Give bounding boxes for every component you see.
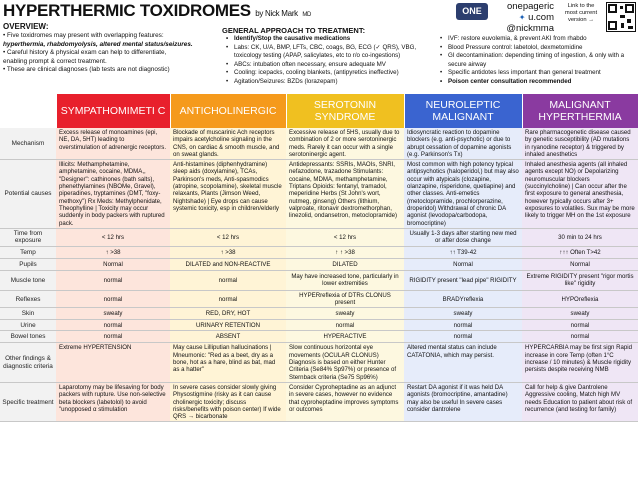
- table-cell: normal: [56, 331, 170, 343]
- table-cell: In severe cases consider slowly giving Physostigmine (risky as it can cause cholinergic toxicity; discuss risks/benefits with poison center) If wide QRS → bicarbonate: [170, 382, 286, 421]
- row-label: Reflexes: [0, 290, 56, 308]
- table-cell: Extreme HYPERTENSION: [56, 343, 170, 382]
- link-note-line: most current: [564, 10, 598, 16]
- table-cell: ↑↑↑ Often T>42: [522, 246, 638, 258]
- table-cell: normal: [56, 290, 170, 308]
- table-row: [0, 128, 638, 160]
- overview-line: hyperthermia, rhabdomyolysis, altered mental status/seizures.: [3, 40, 193, 48]
- row-label: Specific treatment: [0, 382, 56, 421]
- site-line[interactable]: onepageric: [506, 1, 554, 12]
- table-cell: URINARY RETENTION: [170, 320, 286, 331]
- table-cell: Slow continuous horizontal eye movements (OCULAR CLONUS) Diagnosis is based on either Hunter Criteria (Se84% Sp97%) or presence of Sternback criteria (Se75 Sp96%): [286, 343, 404, 382]
- table-header-row: [0, 94, 638, 128]
- table-cell: Idiosyncratic reaction to dopamine blockers (e.g. anti-psychotic) or due to abrupt cessation of dopamine agonists (e.g. Parkinson's Tx): [404, 128, 522, 160]
- page-title: HYPERTHERMIC TOXIDROMES by Nick Mark MD: [3, 1, 312, 20]
- table-cell: Restart DA agonist if it was held DA agonists (bromocriptine, amantadine) may also be useful In severe cases consider dantrolene: [404, 382, 522, 421]
- table-cell: Blockade of muscarinic Ach receptors impairs acetylcholine signaling in the CNS, on cardiac & smooth muscle, and on sweat glands.: [170, 128, 286, 160]
- approach-heading: GENERAL APPROACH TO TREATMENT:: [222, 26, 366, 35]
- table-cell: May cause Lilliputian hallucinations | Mneumonic: "Red as a beet, dry as a bone, hot as a hare, blind as bat, mad as a hatter": [170, 343, 286, 382]
- table-cell: ↑ >38: [170, 246, 286, 258]
- table-cell: Inhaled anesthesia agents (all inhaled agents except NO) or Depolarizing neuromuscular blockers (succinylcholine) | Can occur after the first exposure to general anesthesia, however typically occurs after 3+ exposures to volatiles. Sux may be more likely to trigger MH on the 1st exposure: [522, 160, 638, 229]
- approach-item: • Poison center consultation recommended: [440, 78, 636, 87]
- header-blank: [0, 94, 56, 128]
- table-cell: Call for help & give Dantrolene Aggressive cooling, Match high MV needs Education to patient about risk of recurrence (and testing for family): [522, 382, 638, 421]
- table-cell: Illicits: Methamphetamine, amphetamine, cocaine, MDMA,, "Designer": cathinones (bath salts), phenethylamines (NBOMe, Gravel), piperadines, tryptamines (DMT, "foxy-methoxy") Rx Meds: Methylphenidate, Theophylline | Toxicity may occur suddenly in body packers with ruptured pack.: [56, 160, 170, 229]
- overview-line: • Five toxidromes may present with overlapping features:: [3, 32, 164, 39]
- site-line[interactable]: @nickmma: [506, 23, 554, 34]
- table-cell: Normal: [404, 258, 522, 270]
- table-cell: < 12 hrs: [56, 228, 170, 246]
- approach-item: • ABCs: intubation often necessary, ensure adequate MV: [226, 61, 436, 70]
- row-label: Bowel tones: [0, 331, 56, 343]
- column-header: ANTICHOLINERGIC: [170, 94, 286, 128]
- table-cell: Anti-histamines (diphenhydramine) sleep aids (doxylamine), TCAs, Parkinson's meds, Anti-spasmodics (atropine, scopolamine), skeletal muscle relaxants, Plants (Jimson Weed, Nightshade) | Eye drops can cause systemic toxicity, esp in children/elderly: [170, 160, 286, 229]
- row-label: Mechanism: [0, 128, 56, 160]
- table-cell: sweaty: [286, 308, 404, 320]
- table-cell: Extreme RIGIDITY present "rigor mortis like" rigidity: [522, 270, 638, 290]
- row-label: Urine: [0, 320, 56, 331]
- table-cell: normal: [56, 320, 170, 331]
- table-cell: < 12 hrs: [286, 228, 404, 246]
- row-label: Skin: [0, 308, 56, 320]
- table-row: [0, 246, 638, 258]
- table-cell: 30 min to 24 hrs: [522, 228, 638, 246]
- site-line[interactable]: u.com: [528, 12, 554, 23]
- table-cell: May have increased tone, particularly in lower extremities: [286, 270, 404, 290]
- table-cell: sweaty: [56, 308, 170, 320]
- column-header: MALIGNANT HYPERTHERMIA: [522, 94, 638, 128]
- row-label: Temp: [0, 246, 56, 258]
- twitter-icon: ✦: [518, 13, 526, 22]
- table-cell: sweaty: [522, 308, 638, 320]
- table-cell: sweaty: [404, 308, 522, 320]
- table-cell: Altered mental status can include CATATONIA, which may persist.: [404, 343, 522, 382]
- table-cell: Normal: [522, 258, 638, 270]
- table-row: [0, 320, 638, 331]
- table-cell: Excess release of monoamines (epi, NE, DA, 5HT) leading to overstimulation of adrenergic receptors.: [56, 128, 170, 160]
- overview-line: • Careful history & physical exam can help to differentiate,: [3, 49, 167, 56]
- row-label: Other findings & diagnostic criteria: [0, 343, 56, 382]
- table-cell: Usually 1-3 days after starting new med or after dose change: [404, 228, 522, 246]
- overview-line: enabling prompt & correct treatment.: [3, 57, 107, 65]
- table-cell: Normal: [56, 258, 170, 270]
- row-label: Potential causes: [0, 160, 56, 229]
- table-row: [0, 160, 638, 229]
- qr-code-icon[interactable]: [606, 2, 636, 32]
- column-header: SEROTONIN SYNDROME: [286, 94, 404, 128]
- table-cell: normal: [170, 270, 286, 290]
- overview-list: [3, 32, 213, 75]
- site-info[interactable]: [494, 1, 554, 34]
- table-cell: Most common with high potency typical antipsychotics (haloperidol,) but may also occur with atypicals (clozapine, olanzapine, risperidone, quetiapine) and other classes. Anti-emetics (metoclopramide, prochlorperazine, droperidol) Withdrawal of chronic DA agonist (levodopa/carbodopa, bromocriptine): [404, 160, 522, 229]
- table-row: [0, 343, 638, 382]
- table-row: [0, 290, 638, 308]
- table-row: [0, 382, 638, 421]
- table-cell: RIGIDITY present "lead pipe" RIGIDITY: [404, 270, 522, 290]
- table-cell: normal: [522, 320, 638, 331]
- approach-list-left: [226, 35, 436, 87]
- column-header: SYMPATHOMIMETI C: [56, 94, 170, 128]
- table-cell: normal: [170, 290, 286, 308]
- table-cell: HYPOreflexia: [522, 290, 638, 308]
- table-cell: DILATED and NON-REACTIVE: [170, 258, 286, 270]
- one-logo[interactable]: ONE: [456, 3, 488, 20]
- table-row: [0, 331, 638, 343]
- table-cell: ↑ >38: [56, 246, 170, 258]
- table-row: [0, 228, 638, 246]
- table-row: [0, 270, 638, 290]
- table-cell: normal: [404, 320, 522, 331]
- link-note-line: Link to the: [567, 3, 595, 9]
- table-cell: ABSENT: [170, 331, 286, 343]
- column-header: NEUROLEPTIC MALIGNANT: [404, 94, 522, 128]
- current-version-link[interactable]: [558, 3, 604, 24]
- row-label: Time from exposure: [0, 228, 56, 246]
- toxidrome-table: [0, 94, 638, 422]
- table-cell: normal: [286, 320, 404, 331]
- table-cell: RED, DRY, HOT: [170, 308, 286, 320]
- approach-item: • Cooling: icepacks, cooling blankets, (antipyretics ineffective): [226, 69, 436, 78]
- approach-item: • Identify/Stop the causative medications: [226, 35, 436, 44]
- row-label: Pupils: [0, 258, 56, 270]
- table-cell: Rare pharmacogenetic disease caused by genetic susceptibility (AD mutations in ryanodine receptor) & triggered by inhaled anesthetics: [522, 128, 638, 160]
- table-cell: < 12 hrs: [170, 228, 286, 246]
- table-cell: Excessive release of 5HS, usually due to combination of 2 or more serotoninergic meds. Rarely it can occur with a single serotoninergic agent.: [286, 128, 404, 160]
- table-cell: BRADYreflexia: [404, 290, 522, 308]
- approach-item: • Specific antidotes less important than general treatment: [440, 69, 636, 78]
- overview-heading: OVERVIEW:: [3, 22, 49, 31]
- table-row: [0, 258, 638, 270]
- approach-item: • GI decontamination: depending timing of ingestion, & only with a secure airway: [440, 52, 636, 69]
- table-cell: Consider Cyproheptadine as an adjunct in severe cases, however no evidence that cyproheptadine improves symptoms or outcomes: [286, 382, 404, 421]
- approach-item: • Labs: CK, U/A, BMP, LFTs, CBC, coags, BG, ECG (✓ QRS), VBG, toxicology testing (APAP, salicylates, etc to r/o co-ingestions): [226, 44, 436, 61]
- table-cell: ↑↑ T39-42: [404, 246, 522, 258]
- table-cell: HYPERCARBIA may be first sign Rapid increase in core Temp (often 1°C increase / 10 minutes) & Muscle rigidity persists despite receiving NMB: [522, 343, 638, 382]
- link-note-line: version →: [567, 17, 595, 23]
- site-line-row[interactable]: [494, 12, 554, 23]
- table-row: [0, 308, 638, 320]
- table-cell: Laparotomy may be lifesaving for body packers with rupture. Use non-selective beta blockers (labetolol) to avoid "unopposed α stimulation: [56, 382, 170, 421]
- table-cell: HYPERACTIVE: [286, 331, 404, 343]
- approach-item: • IVF: restore euvolemia, & prevent AKI from rhabdo: [440, 35, 636, 44]
- table-cell: normal: [522, 331, 638, 343]
- table-cell: ↑ ↑ >38: [286, 246, 404, 258]
- overview-line: • These are clinical diagnoses (lab tests are not diagnostic): [3, 66, 170, 73]
- table-cell: normal: [56, 270, 170, 290]
- table-cell: normal: [404, 331, 522, 343]
- approach-item: • Blood Pressure control: labetolol, dexmetomidine: [440, 44, 636, 53]
- approach-item: • Agitation/Seizures: BZDs (lorazepam): [226, 78, 436, 87]
- row-label: Muscle tone: [0, 270, 56, 290]
- table-cell: Antidepressants: SSRIs, MAOIs, SNRI, nefazodone, trazadone Stimulants: cocaine, MDMA, methamphetamine, Triptans Opioids: fentanyl, tramadol, meperidine Herbs (St John's wort, nutmeg, ginseng) Others (lithium, valproate, ritonavir dextromethorphan, linezolid, ondansetron, metoclopramide): [286, 160, 404, 229]
- table-cell: DILATED: [286, 258, 404, 270]
- table-cell: HYPERreflexia of DTRs CLONUS present: [286, 290, 404, 308]
- approach-list-right: [440, 35, 636, 87]
